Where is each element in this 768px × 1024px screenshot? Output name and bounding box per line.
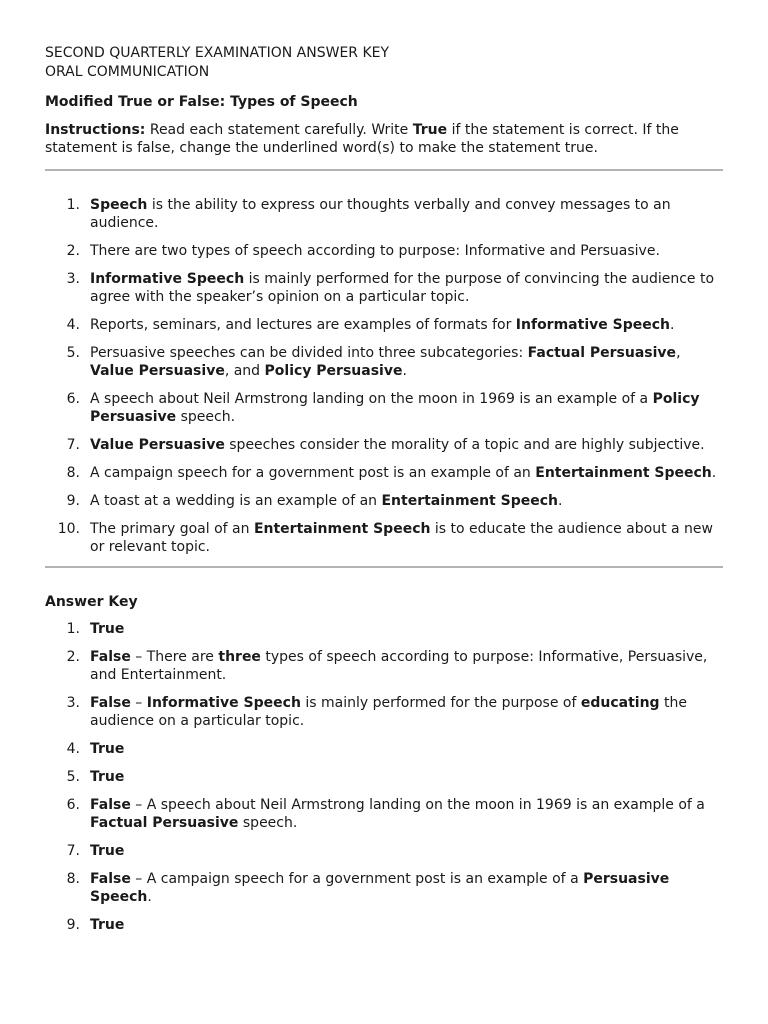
text-run: A campaign speech for a government post is an example of an [90, 465, 536, 481]
question-item-text [90, 271, 714, 305]
text-run: A speech about Neil Armstrong landing on the moon in 1969 is an example of a [90, 391, 653, 407]
question-item [45, 464, 723, 482]
subject-title: ORAL COMMUNICATION [45, 64, 210, 80]
question-item-text [90, 437, 705, 453]
bold-term: False [90, 797, 131, 813]
bold-term: Factual Persuasive [90, 815, 239, 831]
question-item-number: 6. [66, 391, 80, 407]
answer-item-number: 9. [66, 917, 80, 933]
question-item [45, 316, 723, 334]
answer-item-text [90, 695, 687, 729]
answer-item [45, 796, 723, 832]
text-run: Reports, seminars, and lectures are examples of formats for [90, 317, 516, 333]
answer-item-text [90, 843, 124, 859]
answer-item-text [90, 769, 124, 785]
question-item-text [90, 243, 660, 259]
answer-item-number: 8. [66, 871, 80, 887]
question-item-number: 9. [66, 493, 80, 509]
text-run: is mainly performed for the purpose of [300, 695, 581, 711]
document-page [45, 44, 723, 944]
answer-item-number: 7. [66, 843, 80, 859]
bold-term: Informative Speech [90, 271, 245, 287]
text-run: types of speech according to purpose: Informative, Persuasive, and Entertainment. [90, 649, 708, 683]
text-run: is to educate the audience about a new or relevant topic. [90, 521, 713, 555]
bold-term: False [90, 649, 131, 665]
text-run: is the ability to express our thoughts verbally and convey messages to an audience. [90, 197, 671, 231]
text-run: Persuasive speeches can be divided into three subcategories: [90, 345, 528, 361]
text-run: , and [224, 363, 265, 379]
text-run: A toast at a wedding is an example of an [90, 493, 382, 509]
questions-list [45, 196, 723, 556]
divider-middle [45, 566, 723, 568]
question-item-number: 10. [57, 521, 80, 537]
answer-item-number: 1. [66, 621, 80, 637]
answers-list [45, 620, 723, 934]
bold-term: Value Persuasive [90, 363, 225, 379]
text-run: – [130, 695, 147, 711]
answer-item-text [90, 871, 669, 905]
answer-item-text [90, 649, 707, 683]
bold-term: Entertainment Speech [381, 493, 558, 509]
question-item-number: 7. [66, 437, 80, 453]
instructions-keyword: True [412, 122, 448, 138]
bold-term: educating [580, 695, 660, 711]
answer-item-number: 2. [66, 649, 80, 665]
answer-item-text [90, 797, 705, 831]
bold-term: False [90, 695, 131, 711]
bold-term: True [90, 769, 125, 785]
answer-item [45, 768, 723, 786]
question-item-number: 8. [66, 465, 80, 481]
question-item [45, 270, 723, 306]
answer-item [45, 870, 723, 906]
exam-title: SECOND QUARTERLY EXAMINATION ANSWER KEY [45, 45, 390, 61]
instructions-text-a: Read each statement carefully. Write [145, 122, 413, 138]
bold-term: Policy Persuasive [264, 363, 403, 379]
question-item [45, 436, 723, 454]
bold-term: Persuasive Speech [90, 871, 670, 905]
answer-item [45, 842, 723, 860]
text-run: the audience on a particular topic. [90, 695, 687, 729]
text-run: The primary goal of an [90, 521, 254, 537]
bold-term: Factual Persuasive [527, 345, 677, 361]
bold-term: True [90, 917, 125, 933]
question-item-text [90, 521, 713, 555]
question-item [45, 390, 723, 426]
question-item-number: 1. [66, 197, 80, 213]
bold-term: Policy Persuasive [90, 391, 700, 425]
bold-term: Speech [90, 197, 148, 213]
text-run: . [402, 363, 407, 379]
bold-term: True [90, 621, 125, 637]
answer-item-text [90, 621, 124, 637]
bold-term: Informative Speech [146, 695, 301, 711]
answer-item-number: 3. [66, 695, 80, 711]
instructions-label: Instructions: [45, 122, 146, 138]
section-title: Modified True or False: Types of Speech [45, 94, 358, 110]
divider-top [45, 169, 723, 171]
question-item-text [90, 317, 674, 333]
text-run: speech. [238, 815, 298, 831]
question-item [45, 344, 723, 380]
bold-term: Value Persuasive [90, 437, 225, 453]
answer-item-number: 5. [66, 769, 80, 785]
question-item [45, 196, 723, 232]
text-run: – A speech about Neil Armstrong landing on the moon in 1969 is an example of a [130, 797, 705, 813]
bold-term: True [90, 741, 125, 757]
bold-term: False [90, 871, 131, 887]
answer-item-text [90, 741, 124, 757]
answer-item [45, 916, 723, 934]
question-item-text [90, 391, 700, 425]
text-run: . [669, 317, 675, 333]
question-item-number: 3. [66, 271, 80, 287]
answer-item [45, 694, 723, 730]
bold-term: Entertainment Speech [253, 521, 431, 537]
text-run: . [711, 465, 717, 481]
instructions-text-b: if the statement is correct. If the statement is false, change the underlined word(s) to make the statement true. [45, 122, 679, 156]
question-item-text [90, 197, 671, 231]
question-item-text [90, 465, 716, 481]
text-run: speeches consider the morality of a topic and are highly subjective. [224, 437, 705, 453]
text-run: . [558, 493, 563, 509]
text-run: speech. [176, 409, 236, 425]
bold-term: three [218, 649, 261, 665]
bold-term: Informative Speech [515, 317, 670, 333]
answer-item [45, 740, 723, 758]
bold-term: Entertainment Speech [535, 465, 712, 481]
question-item-number: 4. [66, 317, 80, 333]
question-item-number: 5. [66, 345, 80, 361]
question-item-number: 2. [66, 243, 80, 259]
text-run: – A campaign speech for a government post is an example of a [130, 871, 584, 887]
text-run: – There are [130, 649, 219, 665]
answer-item-number: 6. [66, 797, 80, 813]
instructions [45, 121, 723, 157]
answer-item [45, 620, 723, 638]
answer-item [45, 648, 723, 684]
answer-item-number: 4. [66, 741, 80, 757]
text-run: . [147, 889, 152, 905]
bold-term: True [90, 843, 125, 859]
text-run: is mainly performed for the purpose of convincing the audience to agree with the speaker’s opinion on a particular topic. [90, 271, 715, 305]
text-run: There are two types of speech according to purpose: Informative and Persuasive. [90, 243, 660, 259]
question-item-text [90, 345, 681, 379]
question-item [45, 520, 723, 556]
question-item [45, 492, 723, 510]
question-item-text [90, 493, 562, 509]
answer-item-text [90, 917, 124, 933]
question-item [45, 242, 723, 260]
answer-key-title: Answer Key [45, 594, 138, 610]
text-run: , [676, 345, 681, 361]
